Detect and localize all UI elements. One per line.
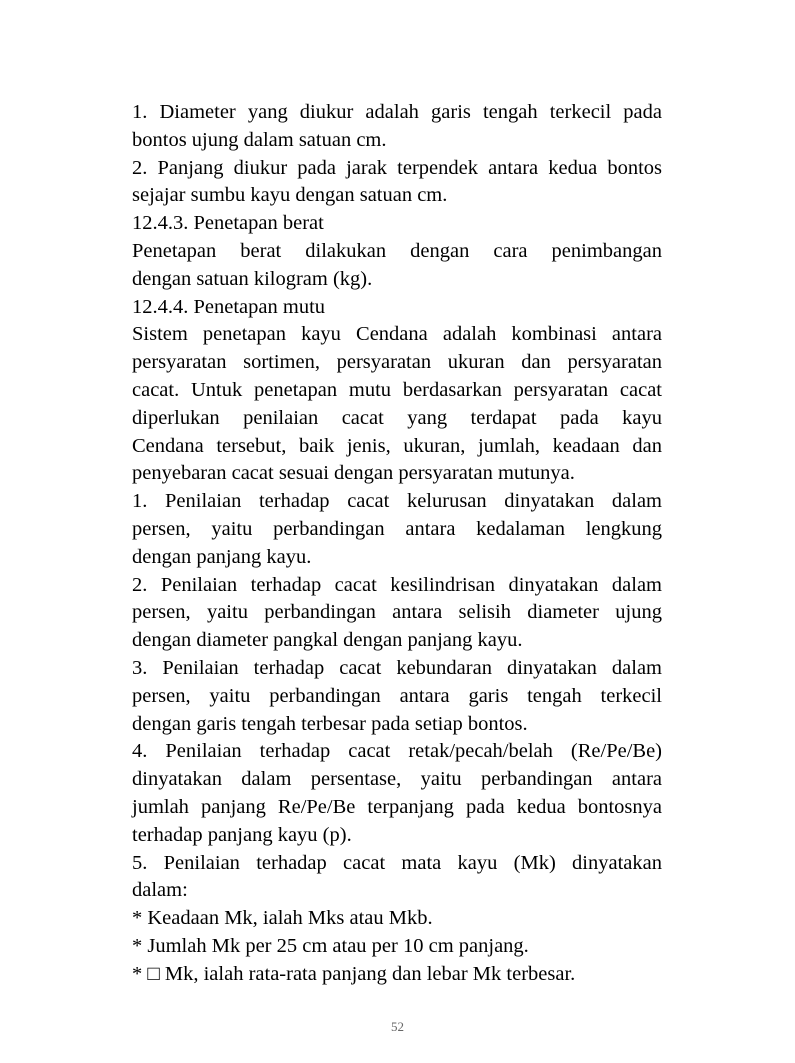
paragraph	[132, 210, 662, 238]
text-line: diperlukan penilaian cacat yang terdapat pada kayu	[132, 406, 662, 429]
text-line: dengan satuan kilogram (kg).	[132, 267, 373, 290]
paragraph	[132, 655, 662, 738]
text-line: 3. Penilaian terhadap cacat kebundaran dinyatakan dalam	[132, 656, 662, 679]
paragraph	[132, 321, 662, 488]
paragraph	[132, 572, 662, 655]
text-line: persen, yaitu perbandingan antara selisih diameter ujung	[132, 601, 662, 624]
text-line: persyaratan sortimen, persyaratan ukuran dan persyaratan	[132, 351, 662, 374]
text-line: Cendana tersebut, baik jenis, ukuran, jumlah, keadaan dan	[132, 434, 662, 457]
text-line: persen, yaitu perbandingan antara kedalaman lengkung	[132, 517, 662, 540]
text-line: penyebaran cacat sesuai dengan persyaratan mutunya.	[132, 462, 575, 485]
paragraph	[132, 850, 662, 906]
text-line: * □ Mk, ialah rata-rata panjang dan lebar Mk terbesar.	[132, 962, 576, 985]
text-line: persen, yaitu perbandingan antara garis tengah terkecil	[132, 684, 662, 707]
text-line: 1. Diameter yang diukur adalah garis tengah terkecil pada	[132, 101, 662, 123]
paragraph	[132, 738, 662, 849]
text-line: * Keadaan Mk, ialah Mks atau Mkb.	[132, 907, 433, 930]
text-line: bontos ujung dalam satuan cm.	[132, 128, 387, 151]
text-line: 4. Penilaian terhadap cacat retak/pecah/belah (Re/Pe/Be)	[132, 740, 662, 763]
paragraph	[132, 905, 662, 933]
text-line: Penetapan berat dilakukan dengan cara penimbangan	[132, 239, 662, 262]
text-line: cacat. Untuk penetapan mutu berdasarkan persyaratan cacat	[132, 378, 662, 401]
paragraph	[132, 155, 662, 211]
paragraph	[132, 99, 662, 155]
text-line: Sistem penetapan kayu Cendana adalah kombinasi antara	[132, 323, 662, 346]
text-line: 12.4.3. Penetapan berat	[132, 212, 324, 235]
paragraph	[132, 933, 662, 961]
paragraph	[132, 294, 662, 322]
text-line: sejajar sumbu kayu dengan satuan cm.	[132, 184, 448, 207]
text-line: 5. Penilaian terhadap cacat mata kayu (Mk) dinyatakan	[132, 851, 662, 874]
paragraph	[132, 238, 662, 294]
paragraph	[132, 961, 662, 989]
text-line: dalam:	[132, 879, 188, 902]
text-line: dengan diameter pangkal dengan panjang kayu.	[132, 629, 523, 652]
text-line: dengan garis tengah terbesar pada setiap bontos.	[132, 712, 528, 735]
page-body-text	[132, 99, 662, 989]
text-line: 1. Penilaian terhadap cacat kelurusan dinyatakan dalam	[132, 490, 662, 513]
text-line: 12.4.4. Penetapan mutu	[132, 295, 326, 318]
text-line: jumlah panjang Re/Pe/Be terpanjang pada kedua bontosnya	[132, 795, 662, 818]
text-line: 2. Penilaian terhadap cacat kesilindrisan dinyatakan dalam	[132, 573, 662, 596]
text-line: dengan panjang kayu.	[132, 545, 312, 568]
text-line: terhadap panjang kayu (p).	[132, 823, 352, 846]
text-line: 2. Panjang diukur pada jarak terpendek antara kedua bontos	[132, 156, 662, 179]
page-number: 52	[391, 1019, 404, 1034]
text-line: * Jumlah Mk per 25 cm atau per 10 cm panjang.	[132, 934, 529, 957]
paragraph	[132, 488, 662, 571]
text-line: dinyatakan dalam persentase, yaitu perbandingan antara	[132, 768, 662, 791]
